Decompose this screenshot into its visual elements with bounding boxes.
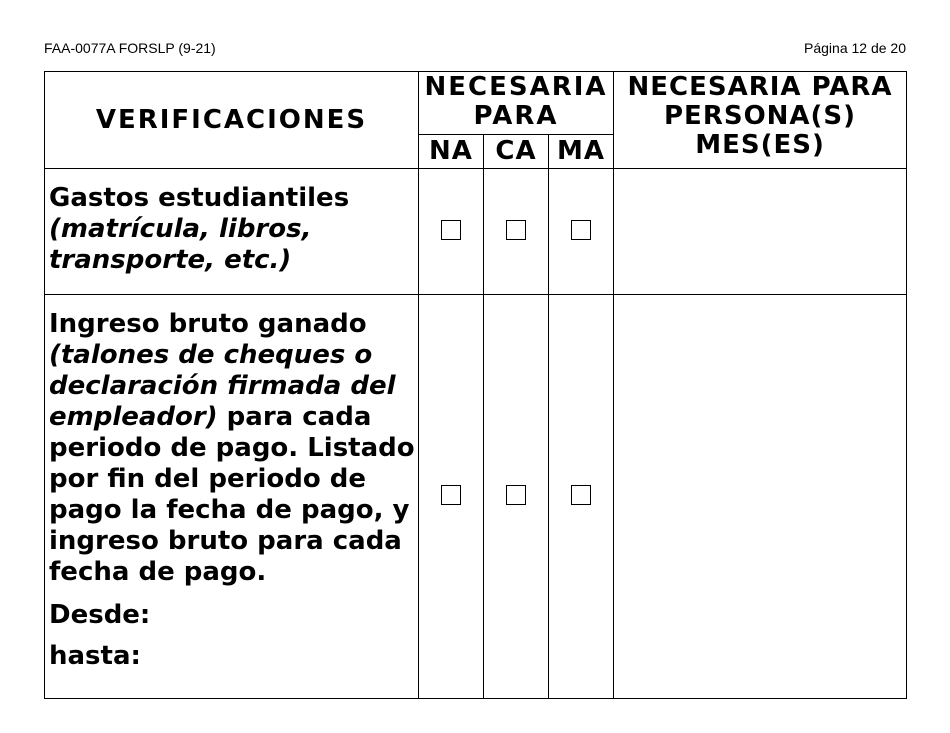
header-persona-mes: NECESARIA PARA PERSONA(S) MES(ES) [614,72,907,169]
form-id: FAA-0077A FORSLP (9-21) [44,40,216,56]
header-necesaria-para: NECESARIA PARA [419,72,614,135]
ca-cell [484,169,549,295]
ma-checkbox[interactable] [571,485,591,505]
persona-mes-field[interactable] [614,169,907,295]
header-ma: MA [549,134,614,168]
header-verificaciones: VERIFICACIONES [45,72,419,169]
ca-checkbox[interactable] [506,485,526,505]
ma-checkbox[interactable] [571,220,591,240]
row-description [45,295,419,699]
na-cell [419,169,484,295]
na-checkbox[interactable] [441,485,461,505]
header-ca: CA [484,134,549,168]
persona-mes-field[interactable] [614,295,907,699]
ma-cell [549,169,614,295]
row-note: (matrícula, libros, transporte, etc.) [49,214,312,275]
table-row [45,295,907,699]
na-cell [419,295,484,699]
row-title: Ingreso bruto ganado [49,309,367,339]
ca-checkbox[interactable] [506,220,526,240]
row-note: (talones de cheques o declaración firmada del empleador) [49,340,396,432]
hasta-label: hasta: [49,641,141,671]
table-row [45,169,907,295]
header-na: NA [419,134,484,168]
verification-table [44,71,907,699]
na-checkbox[interactable] [441,220,461,240]
row-title: Gastos estudiantiles [49,183,350,213]
desde-label: Desde: [49,600,151,630]
page-number: Página 12 de 20 [804,40,906,56]
row-text: para cada periodo de pago. Listado por fin del periodo de pago la fecha de pago, y ingreso bruto para cada fecha de pago. [49,402,415,587]
ca-cell [484,295,549,699]
page-header [44,40,906,58]
row-description [45,169,419,295]
ma-cell [549,295,614,699]
